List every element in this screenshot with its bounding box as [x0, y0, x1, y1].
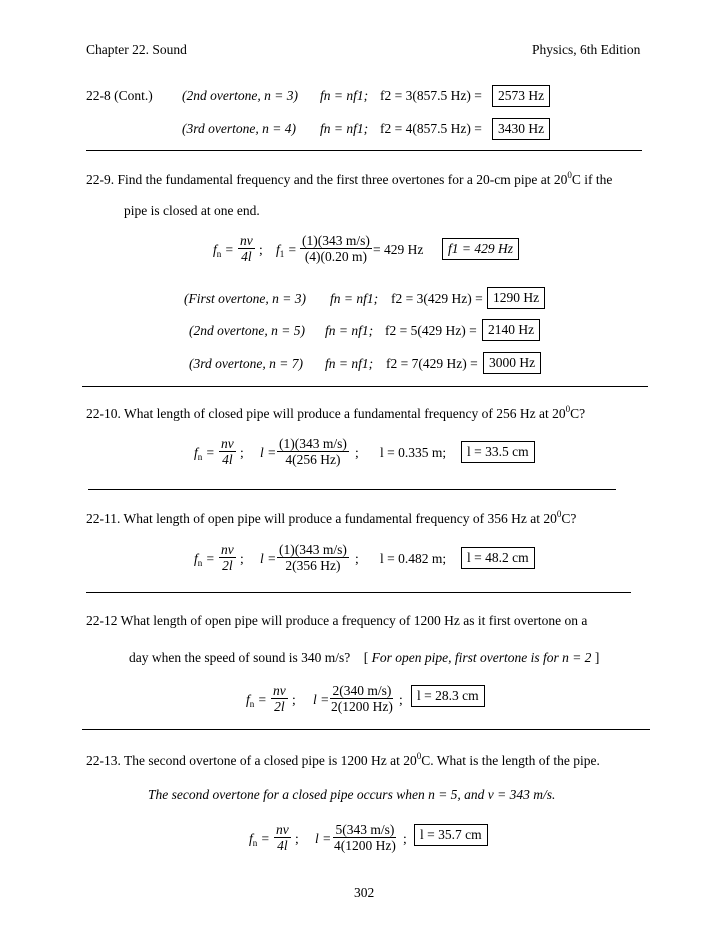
section-divider	[88, 489, 616, 490]
formula-fraction: $\frac{(1)(343 m/s)}{2(356 Hz)}$	[279, 542, 347, 573]
answer-box: 2140 Hz	[482, 319, 540, 341]
section-divider	[82, 729, 650, 730]
formula-lhs: l =	[315, 831, 332, 846]
section-divider	[86, 592, 631, 593]
answer-box: l = 33.5 cm	[461, 441, 535, 463]
formula-lhs: l =	[260, 445, 277, 460]
overtone-calc: f2 = 5(429 Hz) =	[385, 323, 477, 338]
overtone-calc: f2 = 7(429 Hz) =	[386, 356, 478, 371]
formula-separator: ;	[240, 551, 244, 566]
formula-separator: ;	[355, 445, 359, 460]
section-divider	[86, 150, 642, 151]
formula-fraction: $\frac{5(343 m/s)}{4(1200 Hz)}$	[334, 822, 396, 853]
section-divider	[82, 386, 648, 387]
formula-lhs: $f_1$ =	[276, 242, 297, 259]
explanation-text: The second overtone for a closed pipe occurs when n = 5, and v = 343 m/s.	[148, 787, 556, 802]
page-number: 302	[354, 885, 375, 900]
question-text: day when the speed of sound is 340 m/s? [ For open pipe, first overtone is for n = 2 ]	[129, 650, 600, 665]
edition-header: Physics, 6th Edition	[532, 42, 641, 57]
question-text: 22-9. Find the fundamental frequency and the first three overtones for a 20-cm pipe at $20^0C$ if the	[86, 170, 613, 187]
question-text: pipe is closed at one end.	[124, 203, 260, 218]
problem-label: 22-8 (Cont.)	[86, 88, 153, 103]
formula-lhs: $f_n$ =	[249, 831, 270, 848]
formula-fraction: $\frac{nv}{2l}$	[221, 542, 234, 573]
formula-fraction: $\frac{2(340 m/s)}{2(1200 Hz)}$	[331, 683, 393, 714]
overtone-relation: fn = nf1;	[320, 121, 369, 136]
overtone-relation: fn = nf1;	[330, 291, 379, 306]
answer-box: 3000 Hz	[483, 352, 541, 374]
overtone-relation: fn = nf1;	[325, 323, 374, 338]
formula-result: l = 0.335 m;	[380, 445, 447, 460]
formula-lhs: $f_n$ =	[246, 692, 267, 709]
formula-separator: ;	[295, 831, 299, 846]
answer-box: 2573 Hz	[492, 85, 550, 107]
answer-box: l = 35.7 cm	[414, 824, 488, 846]
overtone-case: (2nd overtone, n = 5)	[189, 323, 305, 338]
formula-lhs: l =	[313, 692, 330, 707]
formula-result: = 429 Hz	[373, 242, 424, 257]
answer-box: 1290 Hz	[487, 287, 545, 309]
formula-fraction: $\frac{nv}{4l}$	[221, 436, 234, 467]
formula-separator: ;	[259, 242, 263, 257]
formula-fraction: $\frac{nv}{2l}$	[273, 683, 286, 714]
question-text: 22-11. What length of open pipe will produce a fundamental frequency of 356 Hz at $20^0C$?	[86, 509, 577, 526]
formula-separator: ;	[292, 692, 296, 707]
overtone-relation: fn = nf1;	[325, 356, 374, 371]
formula-lhs: $f_n$ =	[194, 551, 215, 568]
answer-box: l = 28.3 cm	[411, 685, 485, 707]
answer-box: 3430 Hz	[492, 118, 550, 140]
formula-separator: ;	[399, 692, 403, 707]
formula-lhs: l =	[260, 551, 277, 566]
formula-lhs: $f_n$ =	[194, 445, 215, 462]
answer-box: l = 48.2 cm	[461, 547, 535, 569]
overtone-relation: fn = nf1;	[320, 88, 369, 103]
question-text: 22-10. What length of closed pipe will produce a fundamental frequency of 256 Hz at $20^0C$?	[86, 404, 586, 421]
overtone-case: (3rd overtone, n = 7)	[189, 356, 303, 371]
formula-fraction: $\frac{nv}{4l}$	[240, 233, 253, 264]
overtone-calc: f2 = 4(857.5 Hz) =	[380, 121, 482, 136]
formula-lhs: $f_n$ =	[213, 242, 234, 259]
formula-fraction: $\frac{nv}{4l}$	[276, 822, 289, 853]
formula-separator: ;	[403, 831, 407, 846]
formula-fraction: $\frac{(1)(343 m/s)}{(4)(0.20 m)}$	[302, 233, 370, 264]
overtone-calc: f2 = 3(857.5 Hz) =	[380, 88, 482, 103]
answer-box: f1 = 429 Hz	[442, 238, 519, 260]
formula-fraction: $\frac{(1)(343 m/s)}{4(256 Hz)}$	[279, 436, 347, 467]
formula-separator: ;	[355, 551, 359, 566]
question-text: 22-12 What length of open pipe will produce a frequency of 1200 Hz as it first overtone on a	[86, 613, 588, 628]
chapter-header: Chapter 22. Sound	[86, 42, 187, 57]
formula-result: l = 0.482 m;	[380, 551, 447, 566]
overtone-case: (2nd overtone, n = 3)	[182, 88, 298, 103]
overtone-case: (3rd overtone, n = 4)	[182, 121, 296, 136]
question-text: 22-13. The second overtone of a closed pipe is 1200 Hz at $20^0C$. What is the length of the pipe.	[86, 751, 600, 768]
overtone-case: (First overtone, n = 3)	[184, 291, 306, 306]
formula-separator: ;	[240, 445, 244, 460]
overtone-calc: f2 = 3(429 Hz) =	[391, 291, 483, 306]
